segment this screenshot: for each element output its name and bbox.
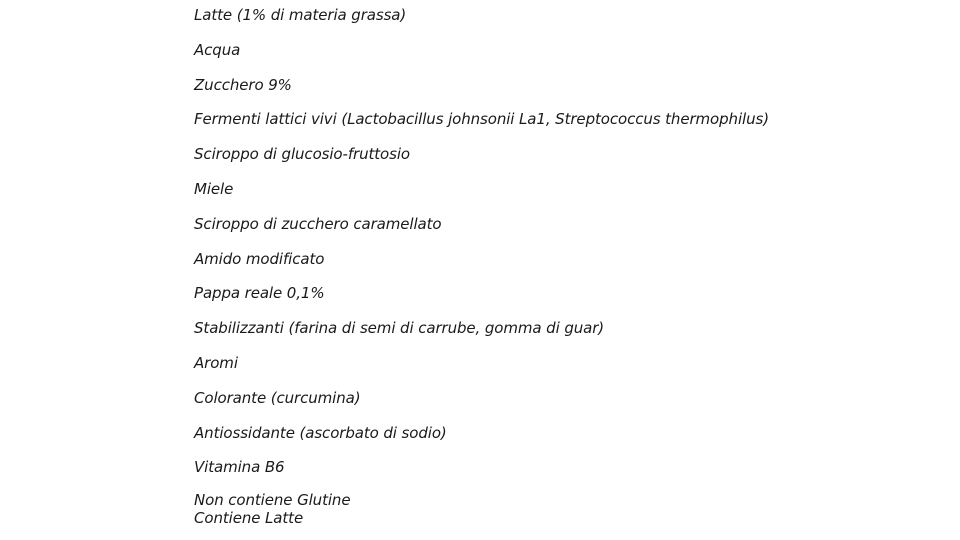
ingredient-item: Sciroppo di glucosio-fruttosio <box>194 145 410 164</box>
ingredient-item: Latte (1% di materia grassa) <box>194 6 407 24</box>
ingredient-item: Pappa reale 0,1% <box>194 284 325 303</box>
allergen-notes <box>194 491 350 527</box>
ingredient-item: Antiossidante (ascorbato di sodio) <box>194 423 447 442</box>
gluten-note: Non contiene Glutine <box>194 491 351 509</box>
ingredient-item: Aromi <box>194 353 238 372</box>
ingredients-list <box>194 5 769 492</box>
ingredient-item: Acqua <box>194 40 241 59</box>
ingredient-item: Fermenti lattici vivi (Lactobacillus johnsonii La1, Streptococcus thermophilus) <box>194 110 769 129</box>
ingredient-item: Zucchero 9% <box>194 75 292 94</box>
ingredient-item: Miele <box>194 179 234 198</box>
ingredient-item: Vitamina B6 <box>194 458 285 477</box>
milk-note: Contiene Latte <box>194 509 304 527</box>
ingredient-item: Stabilizzanti (farina di semi di carrube, gomma di guar) <box>194 319 605 338</box>
ingredient-item: Sciroppo di zucchero caramellato <box>194 214 442 233</box>
ingredient-item: Colorante (curcumina) <box>194 388 361 407</box>
ingredient-item: Amido modificato <box>194 249 325 268</box>
